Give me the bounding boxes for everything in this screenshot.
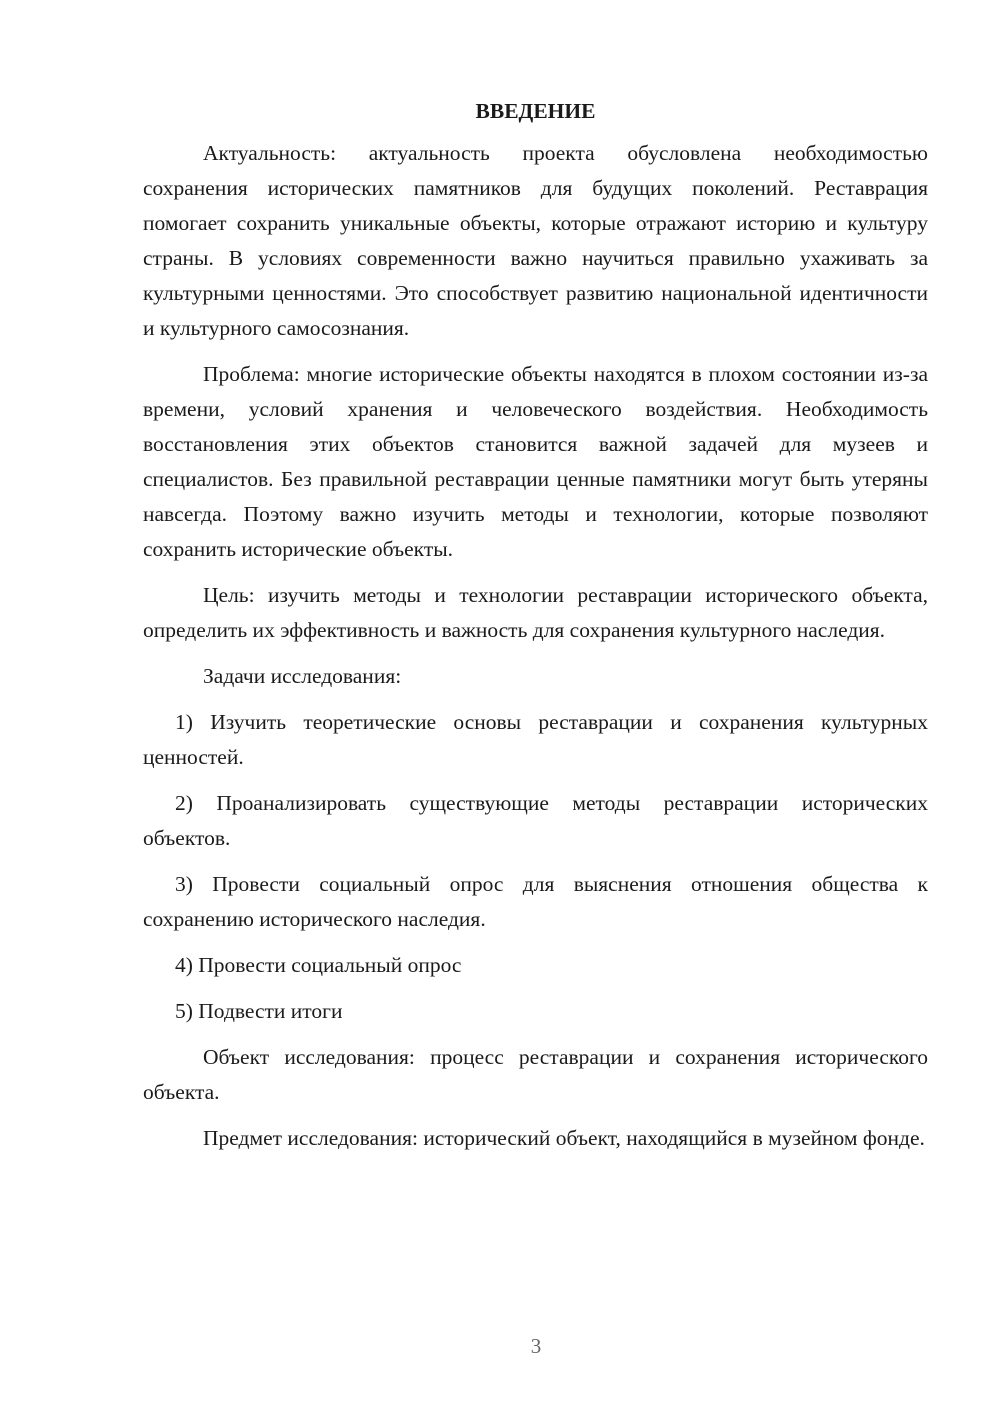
goal-paragraph: Цель: изучить методы и технологии реставрации исторического объекта, определить их эффективность и важность для сохранения культурного наследия. xyxy=(143,583,928,642)
task-item-3: 3) Провести социальный опрос для выяснения отношения общества к сохранению исторического наследия. xyxy=(143,872,928,931)
task-item-2: 2) Проанализировать существующие методы реставрации исторических объектов. xyxy=(143,791,928,850)
page-number: 3 xyxy=(530,1334,542,1358)
task-item-1: 1) Изучить теоретические основы реставрации и сохранения культурных ценностей. xyxy=(143,710,928,769)
problem-paragraph: Проблема: многие исторические объекты находятся в плохом состоянии из-за времени, условий хранения и человеческого воздействия. Необходимость восстановления этих объектов становится важной задачей для музеев и специалистов. Без правильной реставрации ценные памятники могут быть утеряны навсегда. Поэтому важно изучить методы и технологии, которые позволяют сохранить исторические объекты. xyxy=(143,362,928,561)
page-title: ВВЕДЕНИЕ xyxy=(475,99,596,123)
tasks-heading: Задачи исследования: xyxy=(203,664,402,688)
subject-paragraph: Предмет исследования: исторический объект, находящийся в музейном фонде. xyxy=(203,1126,925,1150)
object-paragraph: Объект исследования: процесс реставрации и сохранения исторического объекта. xyxy=(143,1045,928,1104)
relevance-paragraph: Актуальность: актуальность проекта обусловлена необходимостью сохранения исторических памятников для будущих поколений. Реставрация помогает сохранить уникальные объекты, которые отражают историю и культуру страны. В условиях современности важно научиться правильно ухаживать за культурными ценностями. Это способствует развитию национальной идентичности и культурного самосознания. xyxy=(143,141,928,340)
task-item-5: 5) Подвести итоги xyxy=(175,999,343,1023)
task-item-4: 4) Провести социальный опрос xyxy=(175,953,462,977)
document-page xyxy=(143,96,928,1167)
